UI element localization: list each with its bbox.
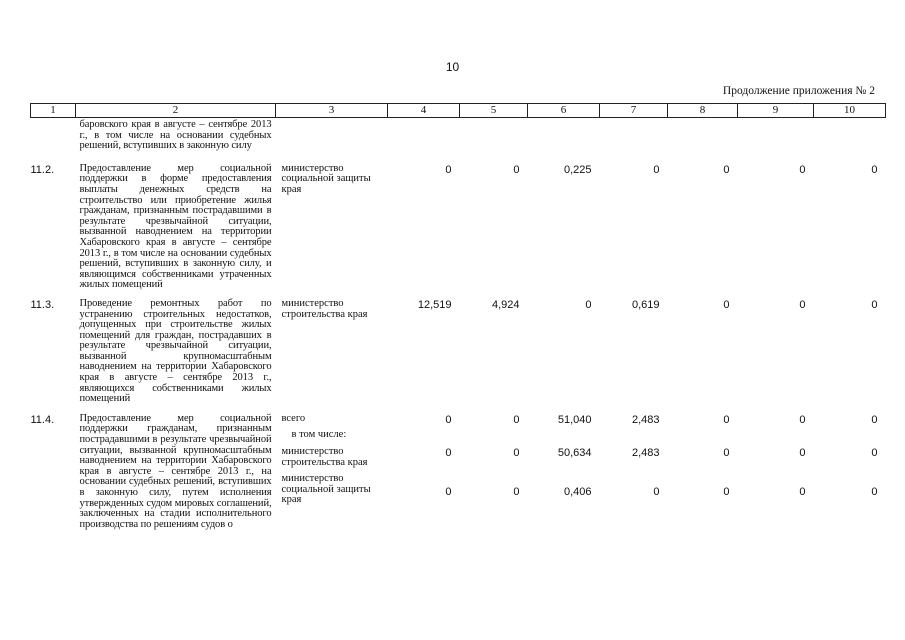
value-cell: 0: [445, 413, 452, 426]
table-row: [31, 152, 886, 291]
page-number: 10: [445, 60, 460, 74]
continuation-title: Продолжение приложения № 2: [722, 85, 875, 97]
value-cell: 0: [799, 446, 806, 459]
value-cell: 0: [585, 298, 592, 311]
value-cell: 51,040: [557, 413, 592, 426]
value-cell: 0: [653, 163, 660, 176]
value-cell: 0: [871, 163, 878, 176]
value-cell: 0,406: [563, 485, 592, 498]
row-executor: министерство социальной защиты края: [281, 162, 371, 195]
value-cell: 0: [513, 485, 520, 498]
value-cell: 0: [871, 298, 878, 311]
table-row: [31, 118, 886, 152]
value-cell: 0: [799, 485, 806, 498]
row-description: Предоставление мер социальной поддержки в форме предоставления выплаты денежных средств на строительство или приобретение жилья гражданам, признанным пострадавшими в результате чрезвычайной ситуации, вызванной наводнением на территории Хабаровского края в августе – сентябре 2013 г., в том числе на основании судебных решений, вступивших в законную силу, и являющимся собственниками утраченных жилых помещений: [79, 162, 272, 291]
value-cell: 2,483: [631, 413, 660, 426]
column-header: 8: [668, 104, 738, 118]
value-cell: 50,634: [557, 446, 592, 459]
executor-construction: министерство строительства края: [281, 446, 368, 468]
executor-total: всего: [281, 412, 306, 424]
value-cell: 0,619: [631, 298, 660, 311]
column-header: 10: [814, 104, 886, 118]
value-cell: 0: [723, 163, 730, 176]
value-cell: 4,924: [491, 298, 520, 311]
value-cell: 0: [723, 446, 730, 459]
column-header: 1: [31, 104, 76, 118]
column-header: 2: [76, 104, 276, 118]
column-header: 9: [738, 104, 814, 118]
value-cell: 0: [799, 413, 806, 426]
value-cell: 0: [723, 298, 730, 311]
row-executor: министерство строительства края: [281, 297, 368, 320]
column-header: 6: [528, 104, 600, 118]
row-description: Предоставление мер социальной поддержки гражданам, признанным пострадавшими в результате чрезвычайной ситуации, вызванной крупномасштабным наводнением на территории Хабаровского края в августе – сентябре 2013 г., на основании судебных решений, вступивших в законную силу, путем исполнения утвержденных судом мировых соглашений, заключенных на стадии исполнительного производства по решениям судов о: [79, 412, 272, 530]
row-number: 11.3.: [30, 298, 55, 311]
column-header-row: [31, 104, 886, 118]
value-cell: 2,483: [631, 446, 660, 459]
value-cell: 0: [513, 163, 520, 176]
value-cell: 0: [723, 413, 730, 426]
value-cell: 12,519: [417, 298, 452, 311]
appendix-table: [30, 103, 886, 530]
table-row: [31, 291, 886, 405]
value-cell: 0,225: [563, 163, 592, 176]
value-cell: 0: [799, 163, 806, 176]
row-number: [31, 118, 76, 152]
column-header: 4: [388, 104, 460, 118]
executor-social: министерство социальной защиты края: [281, 473, 371, 506]
column-header: 7: [600, 104, 668, 118]
row-number: 11.2.: [30, 163, 55, 176]
row-number: 11.4.: [30, 413, 55, 426]
value-cell: 0: [445, 446, 452, 459]
value-cell: 0: [799, 298, 806, 311]
value-cell: 0: [871, 446, 878, 459]
value-cell: 0: [445, 485, 452, 498]
value-cell: 0: [513, 446, 520, 459]
value-cell: 0: [871, 413, 878, 426]
value-cell: 0: [871, 485, 878, 498]
row-description: Проведение ремонтных работ по устранению строительных недостатков, допущенных при строительстве жилых помещений для граждан, пострадавших в результате чрезвычайной ситуации, вызванной крупномасштабным наводнением на территории Хабаровского края в августе – сентябре 2013 г., являющихся собственниками жилых помещений: [79, 297, 272, 405]
table-row: [31, 405, 886, 531]
value-cell: 0: [445, 163, 452, 176]
value-cell: 0: [513, 413, 520, 426]
value-cell: 0: [723, 485, 730, 498]
executor-including-label: в том числе:: [291, 429, 347, 441]
row-description: баровского края в августе – сентябре 2013 г., в том числе на основании судебных решений, вступивших в законную силу: [79, 119, 272, 152]
column-header: 3: [276, 104, 388, 118]
row-executors: [276, 405, 388, 531]
column-header: 5: [460, 104, 528, 118]
value-cell: 0: [653, 485, 660, 498]
